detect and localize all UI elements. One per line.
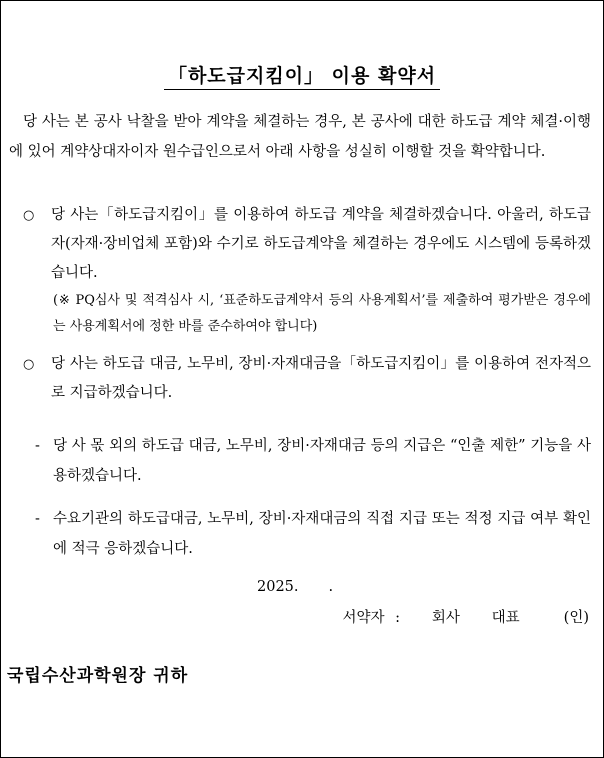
recipient: 국립수산과학원장 귀하 [7,666,189,686]
commitment-item-2-text: 당 사는 하도급 대금, 노무비, 장비·자재대금을「하도급지킴이」를 이용하여 전자적으로 지급하겠습니다. [51,356,591,401]
dash-bullet-icon: - [35,438,40,454]
circle-bullet-icon: ○ [23,357,35,372]
commitment-item-2 [23,350,591,408]
commitment-item-1-text: 당 사는「하도급지킴이」를 이용하여 하도급 계약을 체결하겠습니다. 아울러, 하도급자(자재·장비업체 포함)와 수기로 하도급계약을 체결하는 경우에도 시스템에 등록하겠습니다. [51,207,591,281]
sub-item-2-text: 수요기관의 하도급대금, 노무비, 장비·자재대금의 직접 지급 또는 적정 지급 여부 확인에 적극 응하겠습니다. [53,511,591,557]
circle-bullet-icon: ○ [23,208,35,223]
sub-item-1-text: 당 사 몫 외의 하도급 대금, 노무비, 장비·자재대금 등의 지급은 “인출 제한” 기능을 사용하겠습니다. [53,438,591,484]
signer-rep: 대표 [491,610,520,626]
dash-bullet-icon: - [35,511,40,527]
commitment-item-1-note: (※ PQ심사 및 적격심사 시, ‘표준하도급계약서 등의 사용계획서’를 제출하여 평가받은 경우에는 사용계획서에 정한 바를 준수하여야 합니다) [53,293,591,334]
signer-line [342,606,589,627]
signer-company: 회사 [431,610,460,626]
signer-label: 서약자 : [342,610,400,626]
signing-date-dot: . [328,579,334,595]
intro-paragraph: 당 사는 본 공사 낙찰을 받아 계약을 체결하는 경우, 본 공사에 대한 하도급 계약 체결·이행에 있어 계약상대자이자 원수급인으로서 아래 사항을 성실히 이행할 것을 확약합니다. [9,114,591,160]
signing-date-year: 2025. [257,579,299,595]
document-title [1,61,603,88]
sub-item-1 [35,431,591,491]
commitment-item-1 [23,201,591,340]
signer-seal: (인) [563,610,589,626]
signing-date [257,579,333,595]
document-title-text: 「하도급지킴이」 이용 확약서 [164,65,440,90]
sub-item-2 [35,504,591,564]
